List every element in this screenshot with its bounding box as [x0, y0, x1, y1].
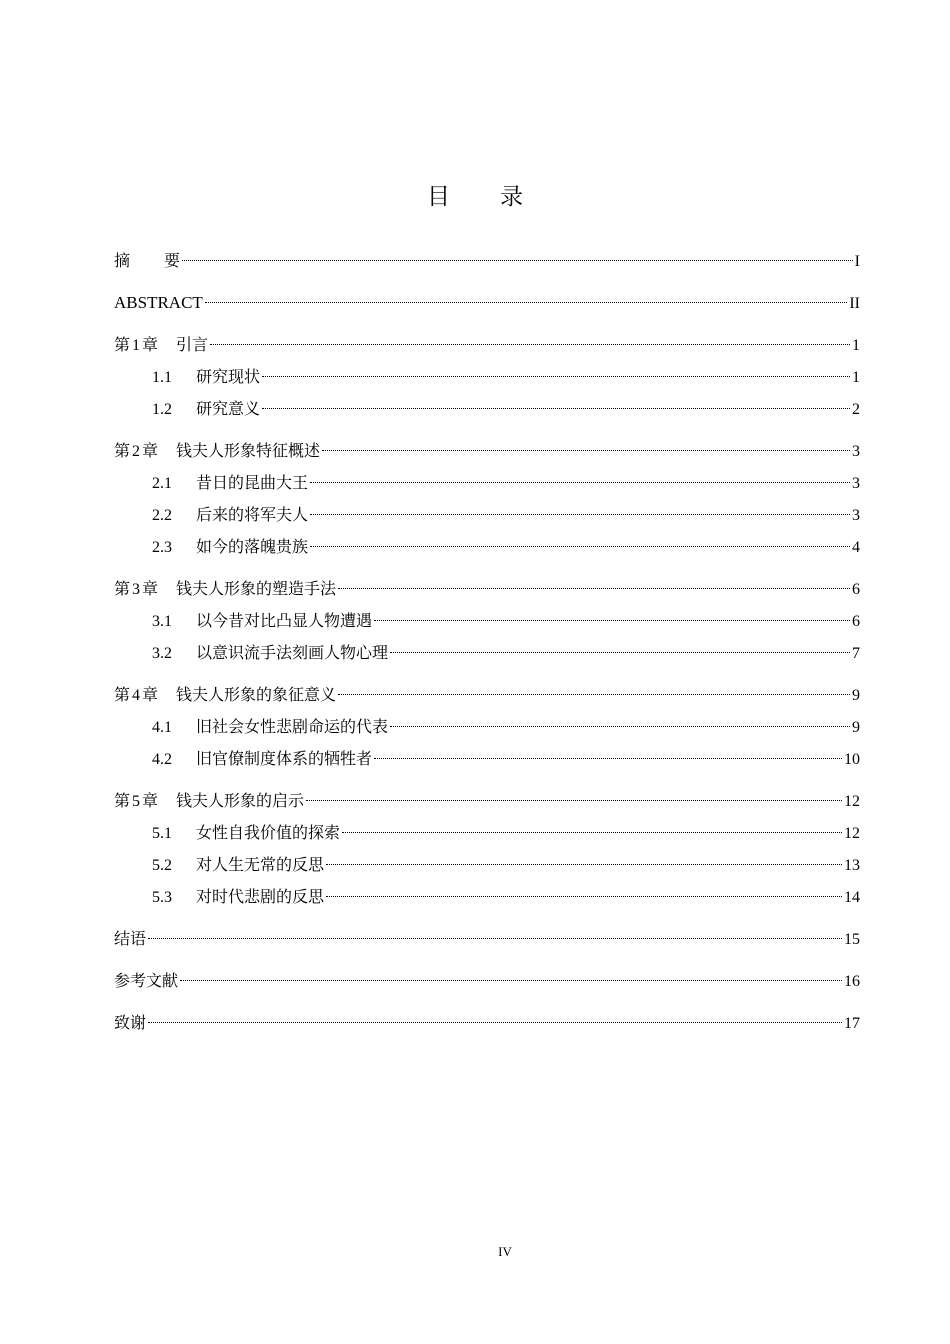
toc-entry-title: 致谢 — [114, 1013, 147, 1032]
toc-entry-references[interactable] — [114, 965, 860, 997]
toc-page-number: 14 — [844, 889, 860, 906]
chapter-number: 4 — [132, 687, 141, 704]
leader-dots — [390, 652, 850, 653]
toc-page-number: 10 — [844, 751, 860, 768]
chapter-prefix: 第 — [114, 791, 131, 810]
toc-page-number: 13 — [844, 857, 860, 874]
leader-dots — [306, 800, 842, 801]
toc-entry-section-4-2[interactable] — [114, 743, 860, 775]
toc-entry-title: ABSTRACT — [114, 293, 203, 312]
leader-dots — [326, 896, 842, 897]
section-number: 5.2 — [152, 857, 172, 874]
leader-dots — [374, 620, 850, 621]
leader-dots — [262, 376, 850, 377]
toc-entry-chapter-1[interactable] — [114, 329, 860, 361]
toc-entry-section-5-1[interactable] — [114, 817, 860, 849]
title-char-1: 目 — [427, 184, 450, 210]
toc-entry-section-2-2[interactable] — [114, 499, 860, 531]
leader-dots — [390, 726, 850, 727]
toc-page-number: 16 — [844, 973, 860, 990]
toc-entry-chapter-2[interactable] — [114, 435, 860, 467]
chapter-number: 3 — [132, 581, 141, 598]
chapter-number: 5 — [132, 793, 141, 810]
toc-page-number: 12 — [844, 825, 860, 842]
chapter-suffix: 章 — [142, 579, 159, 598]
section-number: 4.1 — [152, 719, 172, 736]
toc-page-number: 17 — [844, 1015, 860, 1032]
toc-entry-title: 钱夫人形象的启示 — [176, 791, 305, 810]
leader-dots — [338, 694, 850, 695]
toc-entry-title: 旧官僚制度体系的牺牲者 — [196, 749, 373, 768]
toc-entry-title: 钱夫人形象的塑造手法 — [176, 579, 337, 598]
leader-dots — [205, 302, 848, 303]
chapter-number: 2 — [132, 443, 141, 460]
title-char-2: 录 — [500, 184, 523, 210]
toc-page-number: 12 — [844, 793, 860, 810]
section-number: 1.2 — [152, 401, 172, 418]
toc-entry-title: 钱夫人形象特征概述 — [176, 441, 321, 460]
toc-page-number: 15 — [844, 931, 860, 948]
leader-dots — [148, 1022, 842, 1023]
section-number: 3.1 — [152, 613, 172, 630]
toc-entry-title: 以今昔对比凸显人物遭遇 — [196, 611, 373, 630]
toc-page-number: 6 — [852, 581, 860, 598]
toc-page-number: 3 — [852, 443, 860, 460]
leader-dots — [322, 450, 850, 451]
leader-dots — [326, 864, 842, 865]
section-number: 2.2 — [152, 507, 172, 524]
leader-dots — [182, 260, 853, 261]
toc-entry-title: 研究现状 — [196, 367, 261, 386]
leader-dots — [338, 588, 850, 589]
leader-dots — [148, 938, 842, 939]
toc-page-number: 6 — [852, 613, 860, 630]
chapter-prefix: 第 — [114, 685, 131, 704]
chapter-suffix: 章 — [142, 441, 159, 460]
toc-entry-section-4-1[interactable] — [114, 711, 860, 743]
toc-entry-title: 结语 — [114, 929, 147, 948]
toc-entry-abstract-cn[interactable] — [114, 245, 860, 277]
leader-dots — [342, 832, 842, 833]
leader-dots — [180, 980, 842, 981]
toc-entry-title: 以意识流手法刻画人物心理 — [196, 643, 389, 662]
chapter-prefix: 第 — [114, 579, 131, 598]
toc-entry-section-1-1[interactable] — [114, 361, 860, 393]
toc-entry-title: 后来的将军夫人 — [196, 505, 309, 524]
toc-entry-title: 摘 要 — [114, 251, 181, 270]
toc-entry-title: 对人生无常的反思 — [196, 855, 325, 874]
chapter-suffix: 章 — [142, 685, 159, 704]
toc-page-number: 3 — [852, 475, 860, 492]
toc-entry-title: 昔日的昆曲大王 — [196, 473, 309, 492]
toc-page-number: 2 — [852, 401, 860, 418]
toc-entry-title: 钱夫人形象的象征意义 — [176, 685, 337, 704]
footer-page-number: IV — [498, 1244, 512, 1259]
leader-dots — [210, 344, 850, 345]
toc-page-number: 4 — [852, 539, 860, 556]
toc-entry-title: 如今的落魄贵族 — [196, 537, 309, 556]
section-number: 5.1 — [152, 825, 172, 842]
toc-entry-section-2-1[interactable] — [114, 467, 860, 499]
toc-page-number: 1 — [852, 369, 860, 386]
chapter-prefix: 第 — [114, 441, 131, 460]
toc-entry-section-2-3[interactable] — [114, 531, 860, 563]
chapter-prefix: 第 — [114, 335, 131, 354]
toc-page-number: 9 — [852, 719, 860, 736]
leader-dots — [374, 758, 842, 759]
section-number: 2.1 — [152, 475, 172, 492]
toc-page-number: 1 — [852, 337, 860, 354]
toc-entry-chapter-5[interactable] — [114, 785, 860, 817]
section-number: 2.3 — [152, 539, 172, 556]
toc-entry-acknowledgements[interactable] — [114, 1007, 860, 1039]
toc-entry-conclusion[interactable] — [114, 923, 860, 955]
toc-entry-title: 女性自我价值的探索 — [196, 823, 341, 842]
leader-dots — [310, 546, 850, 547]
toc-entry-section-5-3[interactable] — [114, 881, 860, 913]
toc-entry-title: 参考文献 — [114, 971, 179, 990]
table-of-contents — [114, 245, 860, 1039]
leader-dots — [262, 408, 850, 409]
toc-entry-chapter-4[interactable] — [114, 679, 860, 711]
toc-page-number: 3 — [852, 507, 860, 524]
section-number: 3.2 — [152, 645, 172, 662]
chapter-suffix: 章 — [142, 791, 159, 810]
section-number: 4.2 — [152, 751, 172, 768]
chapter-suffix: 章 — [142, 335, 159, 354]
leader-dots — [310, 482, 850, 483]
section-number: 5.3 — [152, 889, 172, 906]
toc-page-number: 9 — [852, 687, 860, 704]
toc-entry-title: 对时代悲剧的反思 — [196, 887, 325, 906]
section-number: 1.1 — [152, 369, 172, 386]
toc-entry-section-5-2[interactable] — [114, 849, 860, 881]
toc-entry-abstract-en[interactable] — [114, 287, 860, 319]
toc-page-number: I — [854, 253, 860, 270]
toc-entry-title: 研究意义 — [196, 399, 261, 418]
toc-entry-chapter-3[interactable] — [114, 573, 860, 605]
toc-entry-title: 引言 — [176, 335, 209, 354]
toc-entry-section-1-2[interactable] — [114, 393, 860, 425]
toc-entry-title: 旧社会女性悲剧命运的代表 — [196, 717, 389, 736]
leader-dots — [310, 514, 850, 515]
toc-page-number: II — [849, 295, 860, 312]
toc-page-number: 7 — [852, 645, 860, 662]
chapter-number: 1 — [132, 337, 141, 354]
toc-entry-section-3-1[interactable] — [114, 605, 860, 637]
toc-entry-section-3-2[interactable] — [114, 637, 860, 669]
page-title — [0, 178, 950, 211]
